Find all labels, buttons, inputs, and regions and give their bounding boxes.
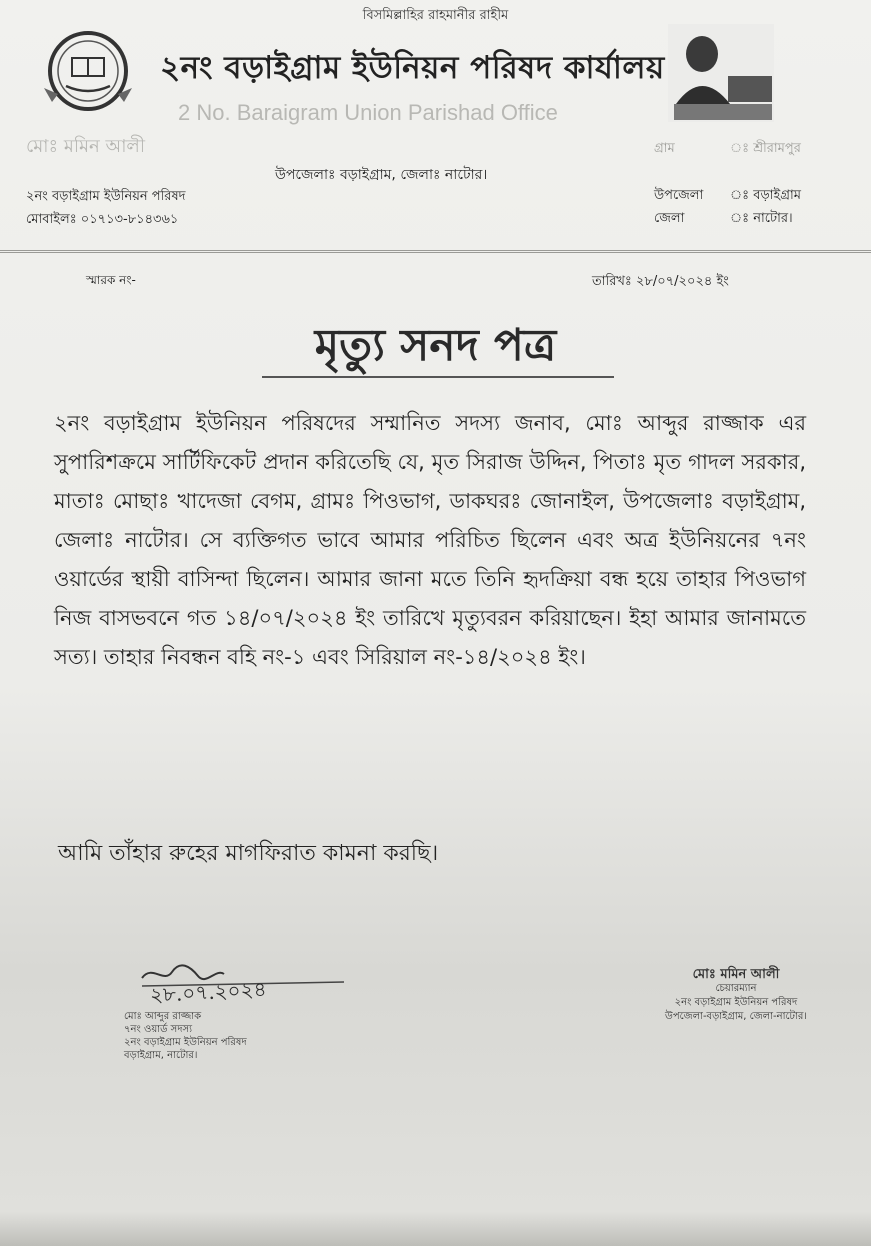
union-parishad-logo-icon	[40, 28, 140, 114]
member-name: মোঃ আব্দুর রাজ্জাক	[124, 1011, 202, 1022]
title-underline	[262, 376, 614, 378]
left-contact-block	[26, 138, 185, 236]
upazila-row: উপজেলা ঃ বড়াইগ্রাম	[654, 188, 802, 203]
bismillah-text: বিসমিল্লাহির রাহমানীর রাহীম	[362, 8, 509, 23]
address-center: উপজেলাঃ বড়াইগ্রাম, জেলাঃ নাটোর।	[275, 167, 488, 183]
office-title-english: 2 No. Baraigram Union Parishad Office	[178, 100, 558, 125]
member-union: ২নং বড়াইগ্রাম ইউনিয়ন পরিষদ	[124, 1037, 247, 1048]
right-contact-block	[654, 142, 801, 235]
member-place: বড়াইগ্রাম, নাটোর।	[124, 1050, 198, 1061]
header-divider	[0, 250, 871, 253]
issue-date: তারিখঃ ২৮/০৭/২০২৪ ইং	[592, 274, 729, 289]
certificate-title: মৃত্যু সনদ পত্র	[314, 320, 557, 371]
village-row: গ্রাম ঃ শ্রীরামপুর	[654, 141, 801, 156]
page-bottom-shadow	[0, 1212, 871, 1246]
district-row: জেলা ঃ নাটোর।	[654, 211, 793, 226]
mobile-number: মোবাইলঃ ০১৭১৩-৮১৪৩৬১	[26, 212, 179, 227]
union-name: ২নং বড়াইগ্রাম ইউনিয়ন পরিষদ	[26, 189, 186, 204]
portrait-emblem-icon	[668, 24, 774, 122]
certificate-body: ২নং বড়াইগ্রাম ইউনিয়ন পরিষদের সম্মানিত সদস্য জনাব, মোঃ আব্দুর রাজ্জাক এর সুপারিশক্রমে সার্টিফিকেট প্রদান করিতেছি যে, মৃত সিরাজ উদ্দিন, পিতাঃ মৃত গাদল সরকার, মাতাঃ মোছাঃ খাদেজা বেগম, গ্রামঃ পিওভাগ, ডাকঘরঃ জোনাইল, উপজেলাঃ বড়াইগ্রাম, জেলাঃ নাটোর। সে ব্যক্তিগত ভাবে আমার পরিচিত ছিলেন এবং অত্র ইউনিয়নের ৭নং ওয়ার্ডের স্থায়ী বাসিন্দা ছিলেন। আমার জানা মতে তিনি হৃদক্রিয়া বন্ধ হয়ে তাহার পিওভাগ নিজ বাসভবনে গত ১৪/০৭/২০২৪ ইং তারিখে মৃত্যুবরন করিয়াছেন। ইহা আমার জানামতে সত্য। তাহার নিবন্ধন বহি নং-১ এবং সিরিয়াল নং-১৪/২০২৪ ইং।	[54, 411, 806, 669]
chairman-place: উপজেলা-বড়াইগ্রাম, জেলা-নাটোর।	[665, 1011, 807, 1022]
chairman-name-faded: মোঃ মমিন আলী	[26, 136, 145, 157]
chairman-signature-block	[636, 968, 836, 1024]
chairman-name: মোঃ মমিন আলী	[692, 967, 780, 982]
member-role: ৭নং ওয়ার্ড সদস্য	[124, 1024, 193, 1035]
member-signature-block	[112, 960, 352, 1062]
memo-number: স্মারক নং-	[86, 273, 136, 287]
office-title: ২নং বড়াইগ্রাম ইউনিয়ন পরিষদ কার্যালয়	[160, 50, 665, 86]
chairman-role: চেয়ারম্যান	[715, 983, 757, 994]
prayer-line: আমি তাঁহার রুহের মাগফিরাত কামনা করছি।	[58, 841, 439, 866]
member-signature-date: ২৮.০৭.২০২৪	[149, 976, 268, 1008]
chairman-union: ২নং বড়াইগ্রাম ইউনিয়ন পরিষদ	[674, 997, 798, 1008]
